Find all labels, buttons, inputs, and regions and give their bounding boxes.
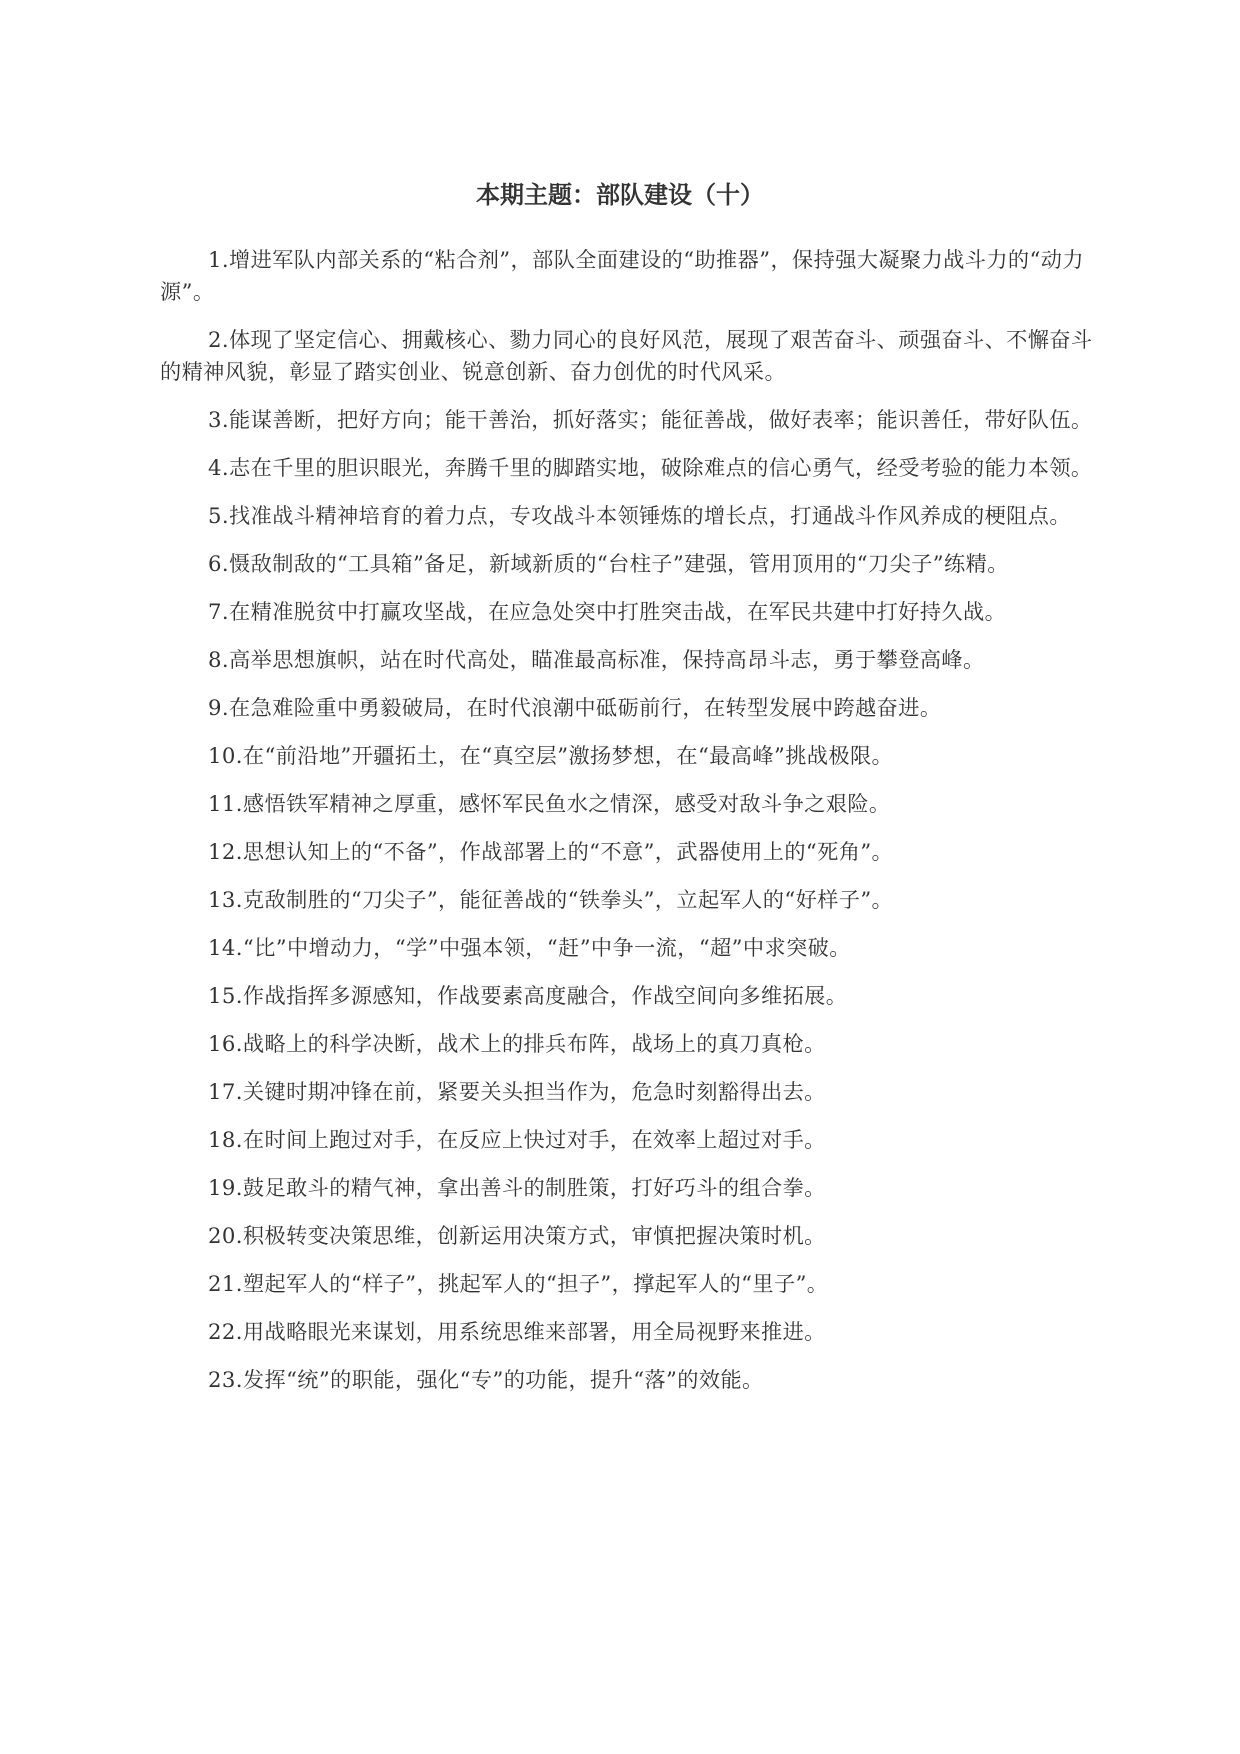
list-item: 10.在“前沿地”开疆拓土，在“真空层”激扬梦想，在“最高峰”挑战极限。 <box>208 743 894 768</box>
list-item: 20.积极转变决策思维，创新运用决策方式，审慎把握决策时机。 <box>208 1223 826 1248</box>
list-item: 6.慑敌制敌的“工具箱”备足，新域新质的“台柱子”建强，管用顶用的“刀尖子”练精。 <box>208 551 1009 576</box>
list-item: 11.感悟铁军精神之厚重，感怀军民鱼水之情深，感受对敌斗争之艰险。 <box>208 791 891 816</box>
list-item: 7.在精准脱贫中打赢攻坚战，在应急处突中打胜突击战，在军民共建中打好持久战。 <box>208 599 1007 624</box>
list-item: 1.增进军队内部关系的“粘合剂”，部队全面建设的“助推器”，保持强大凝聚力战斗力的“动力源”。 <box>160 247 1084 304</box>
list-item: 14.“比”中增动力，“学”中强本领，“赶”中争一流，“超”中求突破。 <box>208 935 851 960</box>
list-item: 16.战略上的科学决断，战术上的排兵布阵，战场上的真刀真枪。 <box>208 1031 826 1056</box>
list-item: 15.作战指挥多源感知，作战要素高度融合，作战空间向多维拓展。 <box>208 983 848 1008</box>
list-item: 8.高举思想旗帜，站在时代高处，瞄准最高标准，保持高昂斗志，勇于攀登高峰。 <box>208 647 985 672</box>
list-item: 17.关键时期冲锋在前，紧要关头担当作为，危急时刻豁得出去。 <box>208 1079 826 1104</box>
page-title: 本期主题：部队建设（十） <box>476 181 764 209</box>
list-item: 4.志在千里的胆识眼光，奔腾千里的脚踏实地，破除难点的信心勇气，经受考验的能力本领。 <box>208 455 1093 480</box>
list-item: 22.用战略眼光来谋划，用系统思维来部署，用全局视野来推进。 <box>208 1319 826 1344</box>
list-item: 13.克敌制胜的“刀尖子”，能征善战的“铁拳头”，立起军人的“好样子”。 <box>208 887 894 912</box>
list-item: 3.能谋善断，把好方向；能干善治，抓好落实；能征善战，做好表率；能识善任，带好队伍。 <box>208 407 1093 432</box>
list-item: 21.塑起军人的“样子”，挑起军人的“担子”，撑起军人的“里子”。 <box>208 1271 829 1296</box>
list-item: 9.在急难险重中勇毅破局，在时代浪潮中砥砺前行，在转型发展中跨越奋进。 <box>208 695 942 720</box>
list-item: 18.在时间上跑过对手，在反应上快过对手，在效率上超过对手。 <box>208 1127 826 1152</box>
list-item: 5.找准战斗精神培育的着力点，专攻战斗本领锤炼的增长点，打通战斗作风养成的梗阻点。 <box>208 503 1071 528</box>
item-list <box>160 244 1096 1412</box>
list-item: 2.体现了坚定信心、拥戴核心、勠力同心的良好风范，展现了艰苦奋斗、顽强奋斗、不懈奋斗的精神风貌，彰显了踏实创业、锐意创新、奋力创优的时代风采。 <box>160 327 1093 384</box>
list-item: 12.思想认知上的“不备”，作战部署上的“不意”，武器使用上的“死角”。 <box>208 839 894 864</box>
list-item: 19.鼓足敢斗的精气神，拿出善斗的制胜策，打好巧斗的组合拳。 <box>208 1175 826 1200</box>
list-item: 23.发挥“统”的职能，强化“专”的功能，提升“落”的效能。 <box>208 1367 764 1392</box>
